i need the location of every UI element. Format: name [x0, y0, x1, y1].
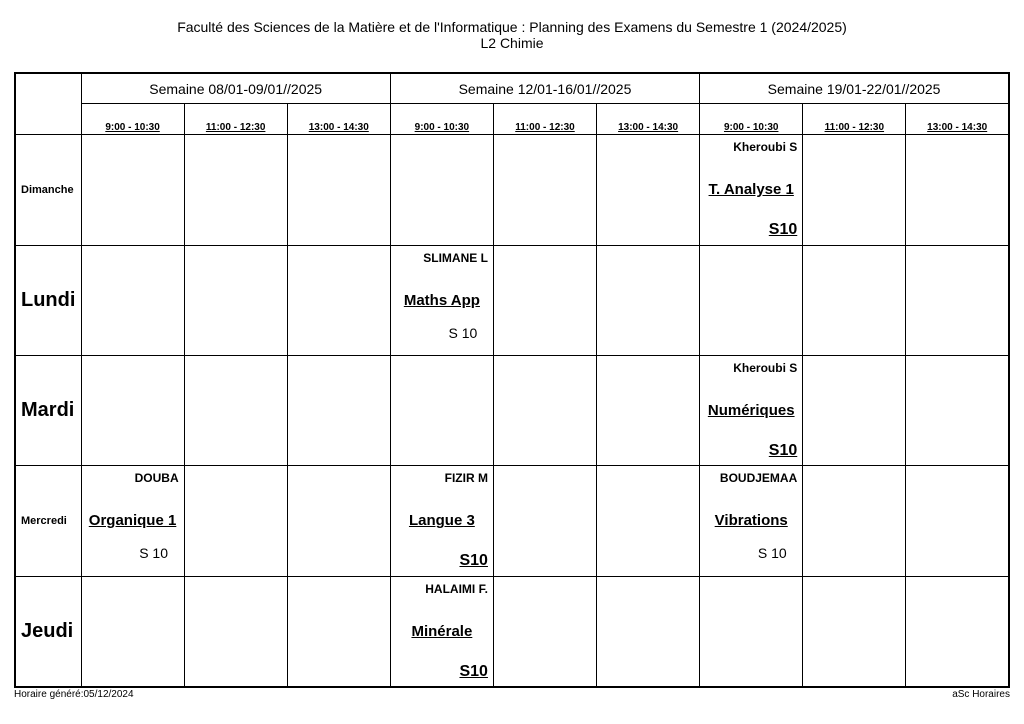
- day-label: Mercredi: [15, 466, 81, 576]
- software-credit: aSc Horaires: [952, 689, 1010, 700]
- day-row-mercredi: [15, 466, 1009, 576]
- empty-cell: [184, 576, 287, 687]
- exam-room: S10: [459, 552, 488, 570]
- time-slot: 13:00 - 14:30: [287, 104, 390, 135]
- empty-cell: [287, 245, 390, 355]
- empty-cell: [493, 245, 596, 355]
- exam-schedule-table: [14, 72, 1010, 688]
- empty-cell: [597, 135, 700, 245]
- exam-room: S 10: [139, 545, 169, 562]
- time-slot-row: [15, 104, 1009, 135]
- empty-cell: [597, 576, 700, 687]
- empty-cell: [493, 355, 596, 465]
- exam-room: S 10: [448, 324, 478, 341]
- week-header-row: [15, 73, 1009, 104]
- exam-room: S10: [459, 662, 488, 680]
- exam-subject: Vibrations: [714, 512, 788, 530]
- day-label: Mardi: [15, 355, 81, 465]
- exam-teacher: FIZIR M: [444, 471, 488, 486]
- time-slot: 11:00 - 12:30: [184, 104, 287, 135]
- empty-cell: [287, 135, 390, 245]
- empty-cell: [184, 245, 287, 355]
- page-title: [0, 19, 1024, 51]
- title-line-1: Faculté des Sciences de la Matière et de l'Informatique : Planning des Examens du Semestre 1 (2024/2025): [177, 19, 847, 35]
- time-slot: 13:00 - 14:30: [597, 104, 700, 135]
- time-slot: 11:00 - 12:30: [803, 104, 906, 135]
- exam-subject: Minérale: [411, 622, 473, 640]
- corner-cell: [15, 73, 81, 135]
- day-row-lundi: [15, 245, 1009, 355]
- empty-cell: [803, 576, 906, 687]
- empty-cell: [803, 245, 906, 355]
- day-label: Lundi: [15, 245, 81, 355]
- day-label: Dimanche: [15, 135, 81, 245]
- title-line-2: L2 Chimie: [480, 35, 544, 51]
- exam-subject: Langue 3: [408, 512, 475, 530]
- empty-cell: [287, 466, 390, 576]
- empty-cell: [597, 355, 700, 465]
- empty-cell: [184, 135, 287, 245]
- week-header-3: Semaine 19/01-22/01//2025: [700, 73, 1009, 104]
- exam-room: S10: [768, 441, 798, 459]
- empty-cell: [906, 135, 1009, 245]
- empty-cell: [390, 135, 493, 245]
- empty-cell: [803, 466, 906, 576]
- exam-cell[interactable]: [390, 466, 493, 576]
- empty-cell: [81, 355, 184, 465]
- week-header-1: Semaine 08/01-09/01//2025: [81, 73, 390, 104]
- exam-subject: T. Analyse 1: [708, 181, 794, 199]
- empty-cell: [493, 466, 596, 576]
- empty-cell: [493, 576, 596, 687]
- empty-cell: [906, 466, 1009, 576]
- empty-cell: [81, 576, 184, 687]
- day-label: Jeudi: [15, 576, 81, 687]
- empty-cell: [493, 135, 596, 245]
- empty-cell: [390, 355, 493, 465]
- empty-cell: [597, 245, 700, 355]
- time-slot: 9:00 - 10:30: [390, 104, 493, 135]
- empty-cell: [906, 245, 1009, 355]
- empty-cell: [287, 355, 390, 465]
- empty-cell: [81, 135, 184, 245]
- day-row-dimanche: [15, 135, 1009, 245]
- exam-cell[interactable]: [81, 466, 184, 576]
- empty-cell: [81, 245, 184, 355]
- empty-cell: [184, 466, 287, 576]
- exam-subject: Maths App: [403, 291, 480, 309]
- empty-cell: [803, 355, 906, 465]
- day-row-mardi: [15, 355, 1009, 465]
- empty-cell: [700, 576, 803, 687]
- generated-date: Horaire généré:05/12/2024: [14, 689, 134, 700]
- time-slot: 11:00 - 12:30: [493, 104, 596, 135]
- time-slot: 9:00 - 10:30: [700, 104, 803, 135]
- empty-cell: [597, 466, 700, 576]
- exam-cell[interactable]: [390, 576, 493, 687]
- exam-teacher: HALAIMI F.: [425, 581, 488, 596]
- empty-cell: [803, 135, 906, 245]
- week-header-2: Semaine 12/01-16/01//2025: [390, 73, 699, 104]
- exam-teacher: Kheroubi S: [733, 140, 798, 155]
- exam-room: S 10: [757, 545, 787, 562]
- empty-cell: [184, 355, 287, 465]
- time-slot: 13:00 - 14:30: [906, 104, 1009, 135]
- empty-cell: [287, 576, 390, 687]
- day-row-jeudi: [15, 576, 1009, 687]
- exam-subject: Organique 1: [88, 512, 177, 530]
- exam-cell[interactable]: [700, 355, 803, 465]
- empty-cell: [700, 245, 803, 355]
- exam-teacher: SLIMANE L: [423, 250, 488, 265]
- exam-cell[interactable]: [700, 466, 803, 576]
- exam-teacher: DOUBA: [134, 471, 179, 486]
- time-slot: 9:00 - 10:30: [81, 104, 184, 135]
- exam-cell[interactable]: [700, 135, 803, 245]
- exam-teacher: BOUDJEMAA: [719, 471, 798, 486]
- empty-cell: [906, 355, 1009, 465]
- exam-subject: Numériques: [707, 401, 795, 419]
- empty-cell: [906, 576, 1009, 687]
- exam-teacher: Kheroubi S: [733, 360, 798, 375]
- exam-cell[interactable]: [390, 245, 493, 355]
- exam-room: S10: [768, 221, 798, 239]
